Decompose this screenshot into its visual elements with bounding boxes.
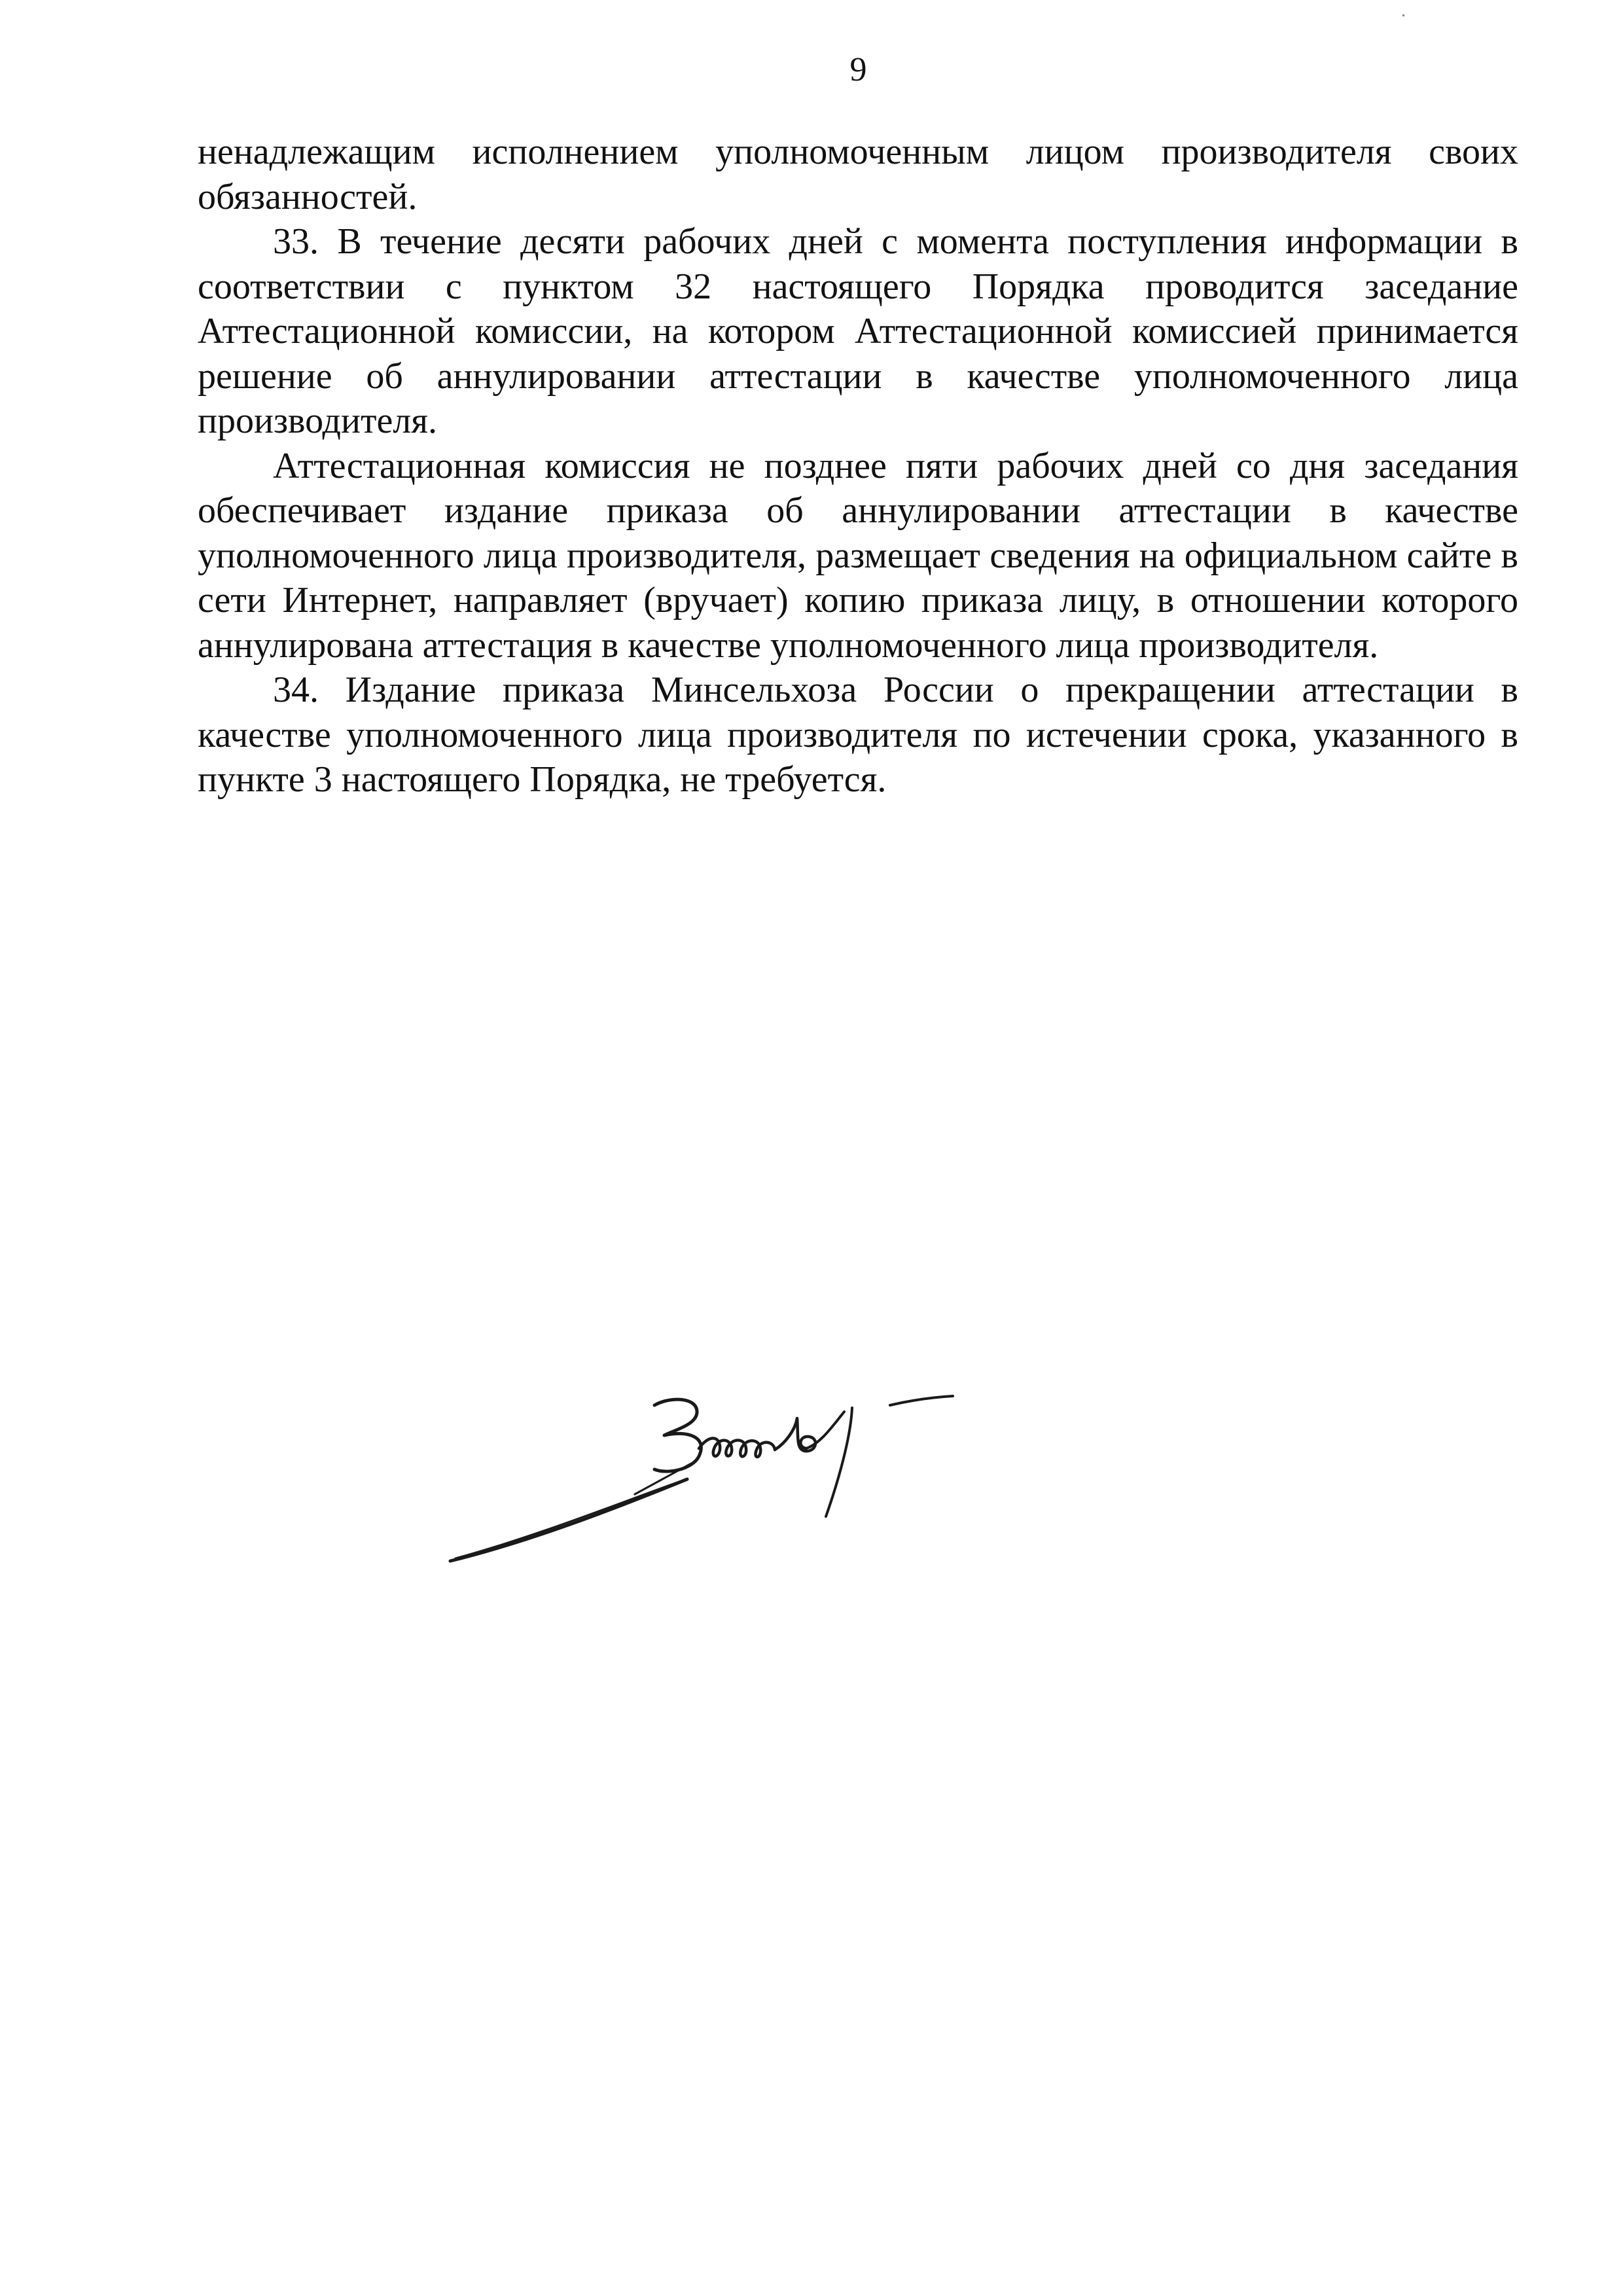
- page-number: 9: [849, 51, 867, 88]
- paragraph-continuation: ненадлежащим исполнением уполномоченным лицом производителя своих обязанностей.: [198, 132, 1518, 217]
- scan-speck: [1402, 14, 1404, 16]
- paragraph-commission-actions: Аттестационная комиссия не позднее пяти рабочих дней со дня заседания обеспечивает издание приказа об аннулировании аттестации в качестве уполномоченного лица производителя, размещает сведения на официальном сайте в сети Интернет, направляет (вручает) копию приказа лицу, в отношении которого аннулирована аттестация в качестве уполномоченного лица производителя.: [198, 445, 1518, 666]
- handwritten-signature: [438, 1365, 1067, 1581]
- document-body: [198, 130, 1518, 802]
- paragraph-item-33: 33. В течение десяти рабочих дней с момента поступления информации в соответствии с пунктом 32 настоящего Порядка проводится заседание Аттестационной комиссии, на котором Аттестационной комиссией принимается решение об аннулировании аттестации в качестве уполномоченного лица производителя.: [198, 221, 1518, 441]
- paragraph-item-34: 34. Издание приказа Минсельхоза России о прекращении аттестации в качестве уполномоченного лица производителя по истечении срока, указанного в пункте 3 настоящего Порядка, не требуется.: [198, 670, 1518, 800]
